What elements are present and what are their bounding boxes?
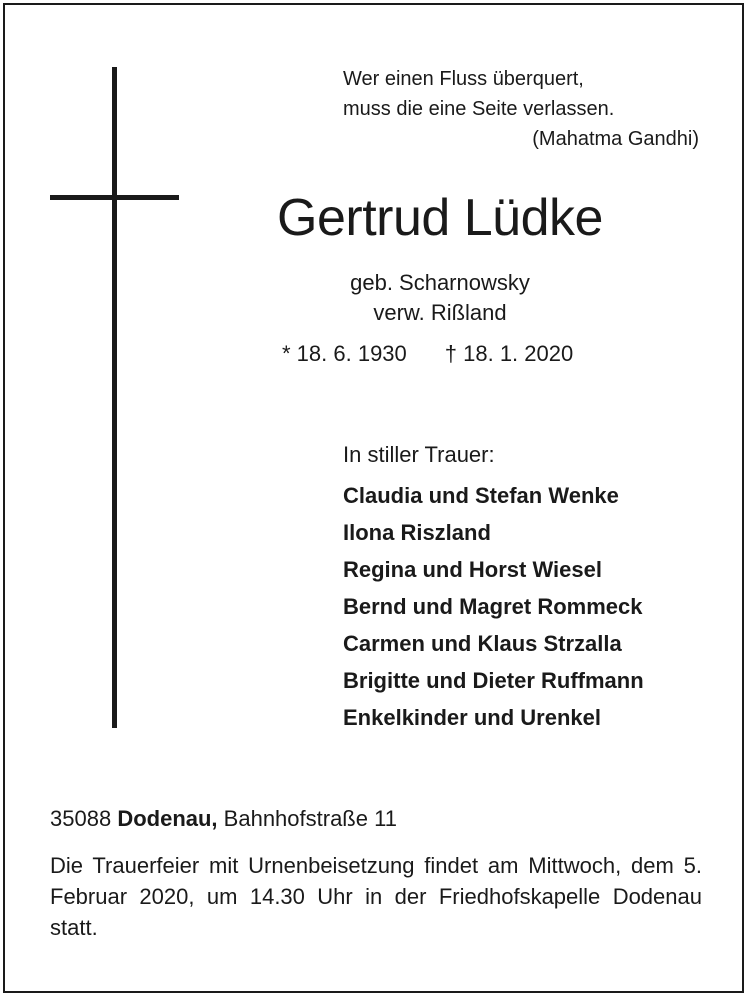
address-postcode: 35088 <box>50 806 112 831</box>
address-city: Dodenau, <box>117 806 218 831</box>
quote-line-2: muss die eine Seite verlassen. <box>343 98 615 120</box>
mourner-name: Carmen und Klaus Strzalla <box>343 631 622 656</box>
address-street: Bahnhofstraße 11 <box>223 806 397 831</box>
death-date: † 18. 1. 2020 <box>444 341 574 366</box>
cross-vertical-bar <box>112 67 117 728</box>
mourners-intro: In stiller Trauer: <box>343 442 495 467</box>
mourner-name: Enkelkinder und Urenkel <box>343 705 601 730</box>
mourner-name: Claudia und Stefan Wenke <box>343 483 619 508</box>
mourner-name: Brigitte und Dieter Ruffmann <box>343 668 644 693</box>
deceased-names-block <box>200 268 680 328</box>
life-dates <box>282 338 573 370</box>
mourner-name: Regina und Horst Wiesel <box>343 557 602 582</box>
family-address <box>50 805 397 833</box>
quote <box>343 64 703 154</box>
ceremony-info: Die Trauerfeier mit Urnenbeisetzung findet am Mittwoch, dem 5. Februar 2020, um 14.30 Uhr in der Friedhofskapelle Dodenau statt. <box>50 853 702 940</box>
maiden-name: geb. Scharnowsky <box>350 270 530 295</box>
birth-date: * 18. 6. 1930 <box>282 341 407 366</box>
mourner-name: Bernd und Magret Rommeck <box>343 594 643 619</box>
widowed-name: verw. Rißland <box>373 300 507 325</box>
cross-horizontal-bar <box>50 195 179 200</box>
mourners-list <box>343 440 644 736</box>
quote-author: (Mahatma Gandhi) <box>532 128 699 150</box>
mourner-name: Ilona Riszland <box>343 520 491 545</box>
deceased-name: Gertrud Lüdke <box>277 189 603 247</box>
quote-line-1: Wer einen Fluss überquert, <box>343 68 584 90</box>
